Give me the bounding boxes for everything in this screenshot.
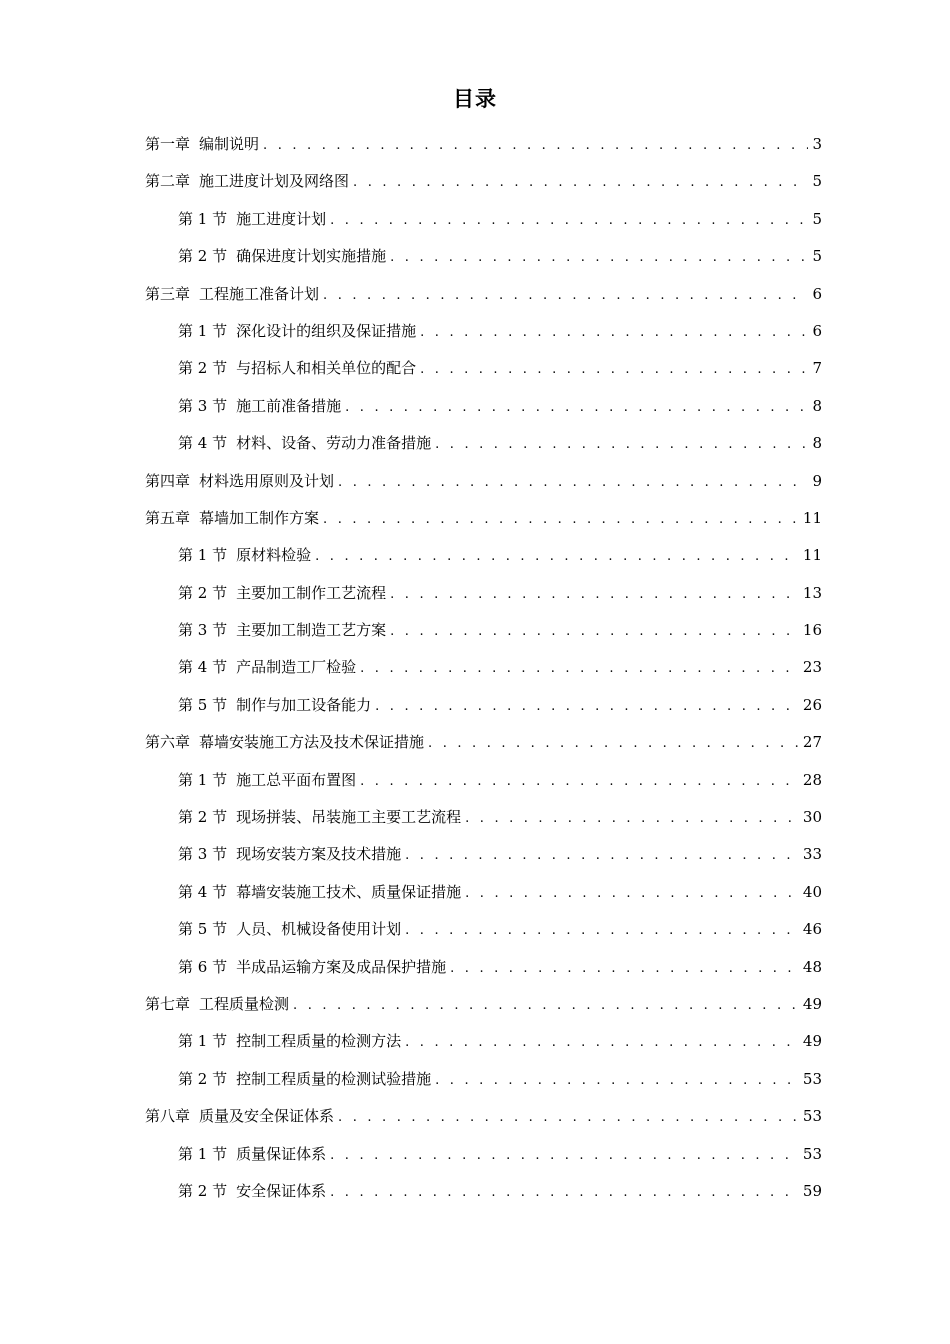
toc-entry-label bbox=[178, 1177, 326, 1205]
toc-entry-text: 现场安装方案及技术措施 bbox=[236, 845, 402, 864]
toc-dot-leader bbox=[420, 356, 808, 384]
toc-entry-label bbox=[178, 878, 461, 906]
toc-page-number: 8 bbox=[812, 434, 822, 453]
toc-dot-leader bbox=[435, 1067, 799, 1095]
toc-entry-text: 施工进度计划及网络图 bbox=[199, 172, 350, 191]
toc-entry-text: 主要加工制造工艺方案 bbox=[236, 621, 387, 640]
toc-entry-label bbox=[178, 803, 461, 831]
toc-entry-number: 第三章 bbox=[145, 284, 191, 303]
toc-chapter-entry[interactable] bbox=[145, 504, 822, 541]
toc-entry-text: 主要加工制作工艺流程 bbox=[236, 583, 387, 602]
toc-page-number: 9 bbox=[812, 471, 822, 490]
toc-dot-leader bbox=[450, 955, 799, 983]
toc-section-entry[interactable] bbox=[145, 1065, 822, 1102]
toc-chapter-entry[interactable] bbox=[145, 728, 822, 765]
toc-entry-label bbox=[145, 280, 319, 308]
toc-entry-text: 产品制造工厂检验 bbox=[236, 658, 357, 677]
toc-entry-label bbox=[178, 429, 431, 457]
toc-dot-leader bbox=[390, 618, 799, 646]
toc-entry-label bbox=[145, 504, 319, 532]
toc-entry-number: 第 6 节 bbox=[178, 957, 228, 976]
toc-entry-label bbox=[178, 354, 416, 382]
toc-entry-label bbox=[178, 1140, 326, 1168]
toc-section-entry[interactable] bbox=[145, 579, 822, 616]
toc-entry-number: 第 4 节 bbox=[178, 882, 228, 901]
toc-entry-label bbox=[178, 953, 446, 981]
toc-section-entry[interactable] bbox=[145, 1177, 822, 1214]
toc-entry-number: 第七章 bbox=[145, 994, 191, 1013]
toc-entry-text: 原材料检验 bbox=[236, 546, 312, 565]
toc-entry-label bbox=[178, 616, 386, 644]
toc-section-entry[interactable] bbox=[145, 840, 822, 877]
toc-dot-leader bbox=[420, 319, 808, 347]
toc-entry-label bbox=[178, 317, 416, 345]
toc-page-number: 5 bbox=[812, 209, 822, 228]
toc-entry-number: 第 3 节 bbox=[178, 396, 228, 415]
toc-entry-label bbox=[178, 653, 356, 681]
toc-entry-text: 安全保证体系 bbox=[236, 1181, 327, 1200]
toc-chapter-entry[interactable] bbox=[145, 990, 822, 1027]
toc-entry-label bbox=[178, 915, 401, 943]
toc-section-entry[interactable] bbox=[145, 429, 822, 466]
toc-entry-number: 第 2 节 bbox=[178, 247, 228, 266]
toc-section-entry[interactable] bbox=[145, 1140, 822, 1177]
toc-entry-label bbox=[145, 1102, 334, 1130]
toc-section-entry[interactable] bbox=[145, 392, 822, 429]
toc-page-number: 33 bbox=[802, 845, 822, 864]
toc-section-entry[interactable] bbox=[145, 653, 822, 690]
toc-page-number: 11 bbox=[802, 508, 822, 527]
toc-entry-label bbox=[178, 691, 371, 719]
toc-entry-text: 工程质量检测 bbox=[199, 994, 290, 1013]
toc-entry-number: 第 5 节 bbox=[178, 695, 228, 714]
toc-entry-number: 第 2 节 bbox=[178, 583, 228, 602]
toc-page-number: 26 bbox=[802, 695, 822, 714]
toc-entry-number: 第四章 bbox=[145, 471, 191, 490]
toc-entry-number: 第 5 节 bbox=[178, 920, 228, 939]
toc-section-entry[interactable] bbox=[145, 691, 822, 728]
toc-entry-label bbox=[178, 541, 311, 569]
toc-entry-number: 第 1 节 bbox=[178, 321, 228, 340]
toc-entry-number: 第 3 节 bbox=[178, 845, 228, 864]
toc-section-entry[interactable] bbox=[145, 766, 822, 803]
toc-page-number: 46 bbox=[802, 920, 822, 939]
toc-dot-leader bbox=[405, 842, 799, 870]
toc-entry-label bbox=[178, 205, 326, 233]
toc-page-number: 5 bbox=[812, 172, 822, 191]
toc-dot-leader bbox=[360, 768, 799, 796]
toc-dot-leader bbox=[390, 244, 808, 272]
toc-entry-text: 半成品运输方案及成品保护措施 bbox=[236, 957, 447, 976]
toc-dot-leader bbox=[263, 132, 808, 160]
toc-section-entry[interactable] bbox=[145, 878, 822, 915]
toc-dot-leader bbox=[405, 917, 799, 945]
toc-entry-number: 第 2 节 bbox=[178, 808, 228, 827]
toc-section-entry[interactable] bbox=[145, 915, 822, 952]
toc-section-entry[interactable] bbox=[145, 616, 822, 653]
toc-chapter-entry[interactable] bbox=[145, 1102, 822, 1139]
toc-dot-leader bbox=[323, 506, 799, 534]
toc-entry-text: 深化设计的组织及保证措施 bbox=[236, 321, 417, 340]
toc-entry-label bbox=[178, 242, 386, 270]
toc-entry-text: 与招标人和相关单位的配合 bbox=[236, 359, 417, 378]
toc-dot-leader bbox=[293, 992, 799, 1020]
toc-section-entry[interactable] bbox=[145, 242, 822, 279]
toc-entry-number: 第 2 节 bbox=[178, 1181, 228, 1200]
toc-page-number: 59 bbox=[802, 1181, 822, 1200]
toc-page-number: 40 bbox=[802, 882, 822, 901]
toc-dot-leader bbox=[345, 394, 808, 422]
toc-entry-text: 控制工程质量的检测方法 bbox=[236, 1032, 402, 1051]
toc-page-number: 5 bbox=[812, 247, 822, 266]
toc-entry-text: 质量保证体系 bbox=[236, 1144, 327, 1163]
toc-entry-label bbox=[145, 167, 349, 195]
toc-entry-text: 质量及安全保证体系 bbox=[199, 1107, 335, 1126]
toc-entry-text: 施工总平面布置图 bbox=[236, 770, 357, 789]
toc-entry-label bbox=[178, 1027, 401, 1055]
toc-dot-leader bbox=[375, 693, 799, 721]
toc-dot-leader bbox=[338, 1104, 799, 1132]
toc-entry-number: 第 1 节 bbox=[178, 1144, 228, 1163]
toc-dot-leader bbox=[405, 1029, 799, 1057]
toc-entry-text: 幕墙加工制作方案 bbox=[199, 508, 320, 527]
toc-entry-text: 人员、机械设备使用计划 bbox=[236, 920, 402, 939]
toc-page-number: 49 bbox=[802, 1032, 822, 1051]
toc-entry-text: 编制说明 bbox=[199, 135, 260, 153]
toc-page-number: 53 bbox=[802, 1107, 822, 1126]
toc-list bbox=[145, 130, 822, 1214]
toc-entry-number: 第 3 节 bbox=[178, 621, 228, 640]
toc-title: 目录 bbox=[453, 87, 497, 111]
toc-chapter-entry[interactable] bbox=[145, 130, 822, 167]
toc-entry-label bbox=[178, 840, 401, 868]
toc-entry-number: 第八章 bbox=[145, 1107, 191, 1126]
toc-entry-number: 第二章 bbox=[145, 172, 191, 191]
toc-entry-text: 材料、设备、劳动力准备措施 bbox=[236, 434, 432, 453]
toc-entry-text: 材料选用原则及计划 bbox=[199, 471, 335, 490]
toc-page-number: 7 bbox=[812, 359, 822, 378]
toc-page-number: 27 bbox=[802, 733, 822, 752]
toc-entry-label bbox=[178, 766, 356, 794]
toc-dot-leader bbox=[465, 805, 799, 833]
toc-dot-leader bbox=[330, 207, 808, 235]
toc-entry-number: 第 2 节 bbox=[178, 1069, 228, 1088]
toc-dot-leader bbox=[330, 1179, 799, 1207]
toc-page-number: 28 bbox=[802, 770, 822, 789]
toc-chapter-entry[interactable] bbox=[145, 467, 822, 504]
toc-entry-number: 第 4 节 bbox=[178, 658, 228, 677]
toc-page-number: 53 bbox=[802, 1069, 822, 1088]
toc-dot-leader bbox=[428, 730, 799, 758]
toc-section-entry[interactable] bbox=[145, 803, 822, 840]
toc-page-number: 11 bbox=[802, 546, 822, 565]
toc-entry-number: 第 1 节 bbox=[178, 1032, 228, 1051]
toc-entry-label bbox=[145, 990, 289, 1018]
toc-dot-leader bbox=[360, 655, 799, 683]
toc-section-entry[interactable] bbox=[145, 354, 822, 391]
toc-page-number: 48 bbox=[802, 957, 822, 976]
toc-page-number: 6 bbox=[812, 321, 822, 340]
toc-entry-label bbox=[145, 130, 259, 158]
toc-entry-number: 第 1 节 bbox=[178, 546, 228, 565]
toc-entry-number: 第 2 节 bbox=[178, 359, 228, 378]
toc-section-entry[interactable] bbox=[145, 1027, 822, 1064]
toc-entry-text: 施工前准备措施 bbox=[236, 396, 342, 415]
toc-entry-label bbox=[145, 728, 424, 756]
toc-page-number: 16 bbox=[802, 621, 822, 640]
toc-entry-number: 第五章 bbox=[145, 508, 191, 527]
toc-entry-number: 第 1 节 bbox=[178, 770, 228, 789]
toc-entry-text: 幕墙安装施工方法及技术保证措施 bbox=[199, 733, 425, 752]
toc-dot-leader bbox=[390, 581, 799, 609]
toc-entry-number: 第 4 节 bbox=[178, 434, 228, 453]
toc-section-entry[interactable] bbox=[145, 953, 822, 990]
toc-entry-text: 工程施工准备计划 bbox=[199, 284, 320, 303]
toc-section-entry[interactable] bbox=[145, 205, 822, 242]
toc-dot-leader bbox=[323, 282, 808, 310]
toc-entry-text: 制作与加工设备能力 bbox=[236, 695, 372, 714]
toc-entry-text: 控制工程质量的检测试验措施 bbox=[236, 1069, 432, 1088]
toc-entry-label bbox=[178, 579, 386, 607]
toc-entry-number: 第六章 bbox=[145, 733, 191, 752]
toc-page-number: 30 bbox=[802, 808, 822, 827]
toc-entry-number: 第 1 节 bbox=[178, 209, 228, 228]
toc-page-number: 6 bbox=[812, 284, 822, 303]
toc-chapter-entry[interactable] bbox=[145, 280, 822, 317]
toc-dot-leader bbox=[465, 880, 799, 908]
toc-entry-text: 现场拼装、吊装施工主要工艺流程 bbox=[236, 808, 462, 827]
toc-page-number: 13 bbox=[802, 583, 822, 602]
toc-page-number: 23 bbox=[802, 658, 822, 677]
toc-page-number: 53 bbox=[802, 1144, 822, 1163]
toc-page-number: 3 bbox=[812, 135, 822, 153]
toc-page-number: 8 bbox=[812, 396, 822, 415]
toc-entry-label bbox=[178, 1065, 431, 1093]
toc-chapter-entry[interactable] bbox=[145, 167, 822, 204]
toc-entry-label bbox=[145, 467, 334, 495]
toc-entry-text: 确保进度计划实施措施 bbox=[236, 247, 387, 266]
toc-section-entry[interactable] bbox=[145, 541, 822, 578]
toc-entry-label bbox=[178, 392, 341, 420]
toc-entry-text: 施工进度计划 bbox=[236, 209, 327, 228]
toc-dot-leader bbox=[330, 1142, 799, 1170]
toc-section-entry[interactable] bbox=[145, 317, 822, 354]
toc-page-number: 49 bbox=[802, 994, 822, 1013]
toc-entry-text: 幕墙安装施工技术、质量保证措施 bbox=[236, 882, 462, 901]
toc-dot-leader bbox=[315, 543, 799, 571]
toc-entry-number: 第一章 bbox=[145, 135, 191, 153]
toc-dot-leader bbox=[435, 431, 808, 459]
toc-dot-leader bbox=[353, 169, 808, 197]
toc-dot-leader bbox=[338, 469, 808, 497]
